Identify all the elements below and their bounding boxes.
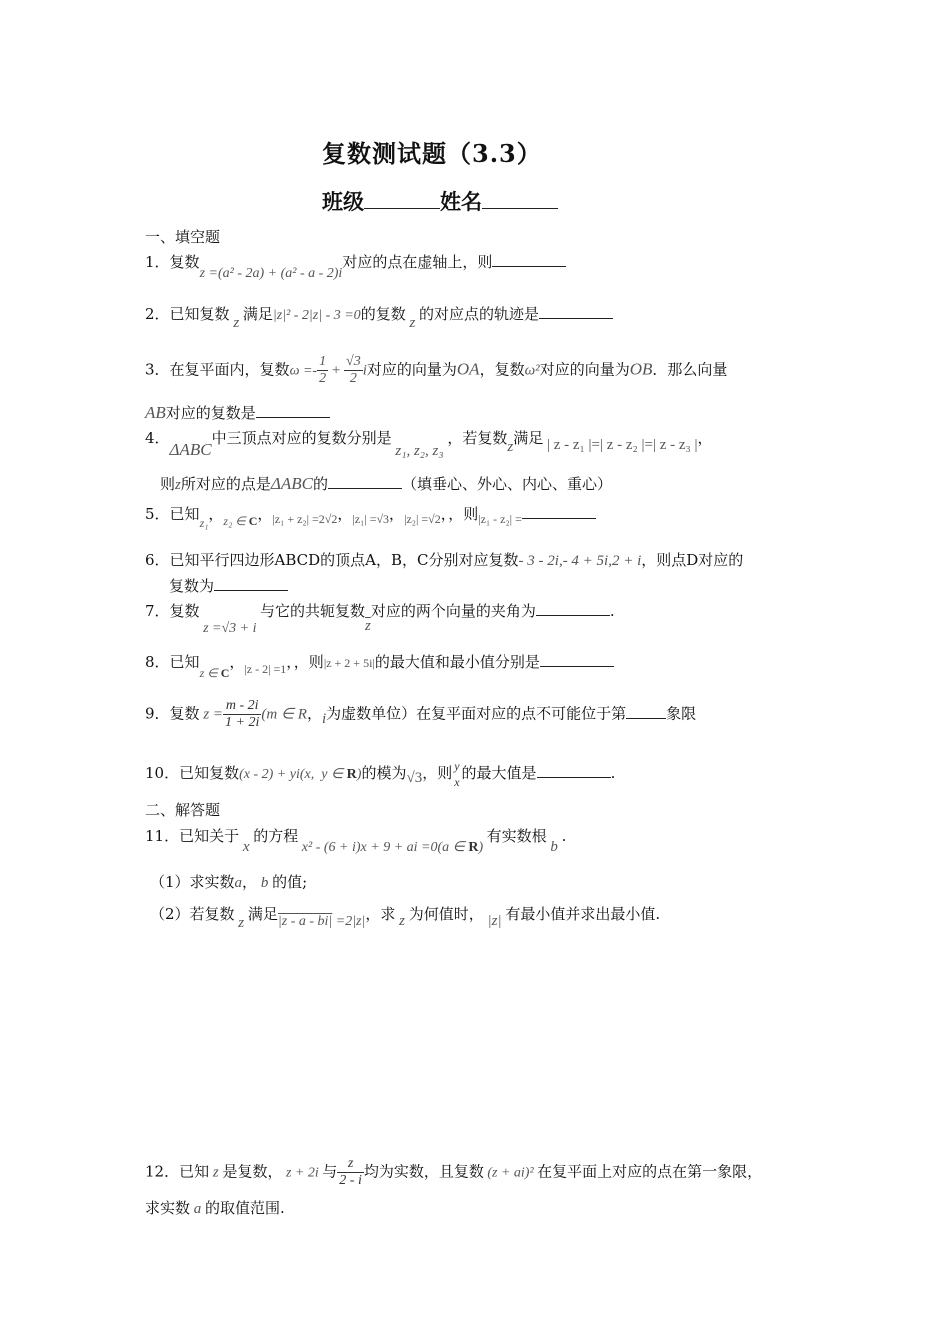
question-6-line-2: 复数为 — [169, 576, 288, 596]
question-12-line-2: 求实数 a 的取值范围. — [145, 1199, 285, 1217]
q9-answer-blank[interactable] — [626, 704, 666, 719]
q1-formula: z =(a² - 2a) + (a² - a - 2)i — [199, 266, 343, 281]
question-1: 1．复数z =(a² - 2a) + (a² - a - 2)i对应的点在虚轴上，则 — [145, 252, 566, 274]
question-3-line-2: AB对应的复数是 — [145, 403, 330, 423]
question-2: 2．已知复数 z 满足|z|² - 2|z| - 3 =0的复数 z 的对应点的轨迹是 — [145, 304, 613, 326]
q1-answer-blank[interactable] — [492, 252, 566, 267]
question-6: 6．已知平行四边形ABCD的顶点A，B，C分别对应复数- 3 - 2i,- 4 + 5i,2 + i，则点D对应的 — [145, 551, 744, 569]
q6-answer-blank[interactable] — [214, 576, 288, 591]
question-10: 10．已知复数(x - 2) + yi(x, y ∈ R)的模为√3，则 y x 的最大值是 . — [145, 759, 616, 789]
question-11-part-2: （2）若复数 z 满足|z - a - bi| =2|z|，求 z 为何值时， |z| 有最小值并求出最小值. — [150, 905, 661, 931]
q4-answer-blank[interactable] — [328, 474, 402, 489]
class-label: 班级 — [322, 189, 364, 214]
question-4-line-2: 则z所对应的点是ΔABC的 （填垂心、外心、内心、重心） — [160, 474, 612, 493]
q2-answer-blank[interactable] — [539, 304, 613, 319]
q10-answer-blank[interactable] — [537, 763, 611, 778]
q3-answer-blank[interactable] — [256, 403, 330, 418]
name-blank[interactable] — [482, 194, 558, 209]
section-answer: 二、解答题 — [145, 801, 221, 819]
question-9: 9．复数 z = $\frac{m - 2i}{1 + 2i}$ (m ∈ R，i为虚数单位）在复平面对应的点不可能位于第 象限 — [145, 698, 697, 730]
section-fill-in: 一、填空题 — [145, 228, 221, 246]
question-11: 11．已知关于 x 的方程 x² - (6 + i)x + 9 + ai =0(a ∈ R) 有实数根 b . — [145, 827, 567, 855]
question-5: 5．已知$_{z_1}$，$_{z_2 \in C}$，$_{|z_1 + z_2| =2√2}$，$_{|z_1| =√3}$，$_{|z_2| =√2}$，，则$_{|z_1 - z_2| =}$ — [145, 504, 596, 525]
question-3: 3．在复平面内，复数ω =- $\frac{1}{2}$ + $\frac{√3}{2}$ i对应的向量为OA，复数ω²对应的向量为OB．那么向量 — [145, 354, 728, 386]
q6-formula: - 3 - 2i,- 4 + 5i,2 + i — [518, 553, 642, 569]
q2-formula: |z|² - 2|z| - 3 =0 — [272, 308, 361, 323]
question-8: 8．已知$_{z \in C}$，$_{|z - 2| =1}$，，则|z + 2 + 5i|的最大值和最小值分别是 — [145, 652, 614, 673]
name-label: 姓名 — [440, 189, 482, 214]
page-title: 复数测试题（3.3） — [322, 139, 542, 168]
question-11-part-1: （1）求实数a， b 的值; — [150, 873, 308, 891]
q7-answer-blank[interactable] — [536, 601, 610, 616]
class-blank[interactable] — [364, 194, 440, 209]
q8-answer-blank[interactable] — [540, 652, 614, 667]
question-7: 7．复数 z =√3 + i 与它的共轭复数$\overline{z}$对应的两个向量的夹角为 . — [145, 602, 615, 636]
question-12: 12．已知 z 是复数， z + 2i 与 $\frac{z}{2 - i}$ 均为实数，且复数 (z + ai)² 在复平面上对应的点在第一象限， — [145, 1156, 763, 1188]
student-info-line — [322, 186, 558, 216]
question-4: 4．ΔABC中三顶点对应的复数分别是 z₁, z₂, z₃ ，若复数z满足 | z - z₁ |=| z - z₂ |=| z - z₃ |， — [145, 429, 713, 459]
q5-answer-blank[interactable] — [522, 508, 596, 519]
